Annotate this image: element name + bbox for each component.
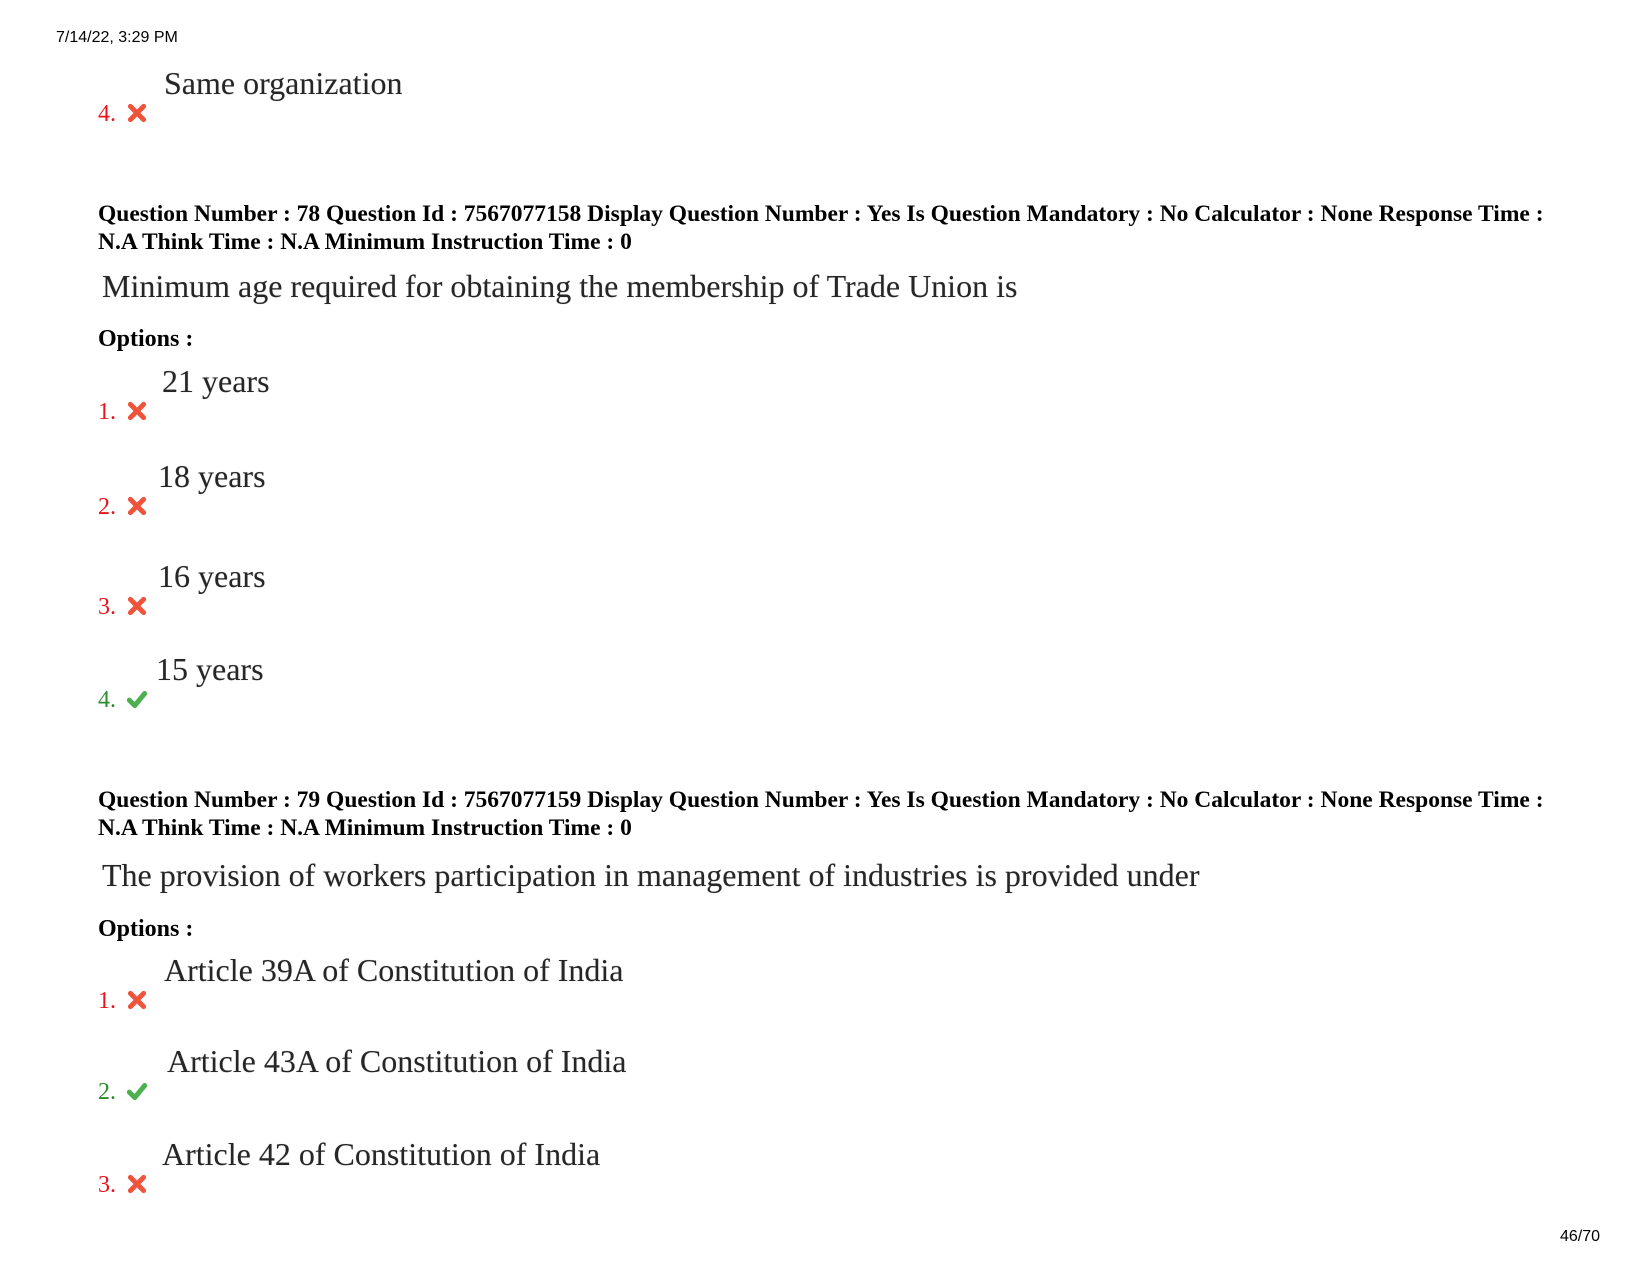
option-row xyxy=(98,459,398,519)
option-row xyxy=(98,953,698,1013)
option-number: 2. xyxy=(98,1079,116,1105)
option-number: 4. xyxy=(98,101,116,127)
option-text: Same organization xyxy=(164,65,403,101)
option-text: Article 42 of Constitution of India xyxy=(162,1136,601,1172)
option-row xyxy=(98,652,398,712)
check-icon xyxy=(126,1080,148,1102)
cross-icon xyxy=(126,495,148,517)
question-text: Minimum age required for obtaining the membership of Trade Union is xyxy=(102,268,1018,304)
print-timestamp: 7/14/22, 3:29 PM xyxy=(56,29,178,46)
option-text: Article 39A of Constitution of India xyxy=(164,952,624,988)
option-number: 4. xyxy=(98,687,116,713)
option-text: 21 years xyxy=(162,363,270,399)
option-row xyxy=(98,1044,698,1104)
option-number: 1. xyxy=(98,988,116,1014)
check-icon xyxy=(126,688,148,710)
cross-icon xyxy=(126,595,148,617)
option-text: Article 43A of Constitution of India xyxy=(167,1043,627,1079)
cross-icon xyxy=(126,102,148,124)
option-text: 16 years xyxy=(158,558,266,594)
option-number: 2. xyxy=(98,494,116,520)
question-header: Question Number : 78 Question Id : 7567077158 Display Question Number : Yes Is Question Mandatory : No Calculator : None Response Time : N.A Think Time : N.A Minimum Instruction Time : 0 xyxy=(98,201,1544,255)
option-row xyxy=(98,66,498,126)
question-text: The provision of workers participation in management of industries is provided under xyxy=(102,857,1200,893)
cross-icon xyxy=(126,400,148,422)
cross-icon xyxy=(126,1173,148,1195)
options-label: Options : xyxy=(98,916,194,942)
option-text: 18 years xyxy=(158,458,266,494)
question-header: Question Number : 79 Question Id : 7567077159 Display Question Number : Yes Is Question Mandatory : No Calculator : None Response Time : N.A Think Time : N.A Minimum Instruction Time : 0 xyxy=(98,787,1544,841)
options-label: Options : xyxy=(98,326,194,352)
option-number: 3. xyxy=(98,594,116,620)
option-row xyxy=(98,559,398,619)
option-number: 1. xyxy=(98,399,116,425)
cross-icon xyxy=(126,989,148,1011)
option-row xyxy=(98,364,398,424)
option-number: 3. xyxy=(98,1172,116,1198)
option-row xyxy=(98,1137,698,1197)
page-number: 46/70 xyxy=(1560,1228,1601,1245)
option-text: 15 years xyxy=(156,651,264,687)
